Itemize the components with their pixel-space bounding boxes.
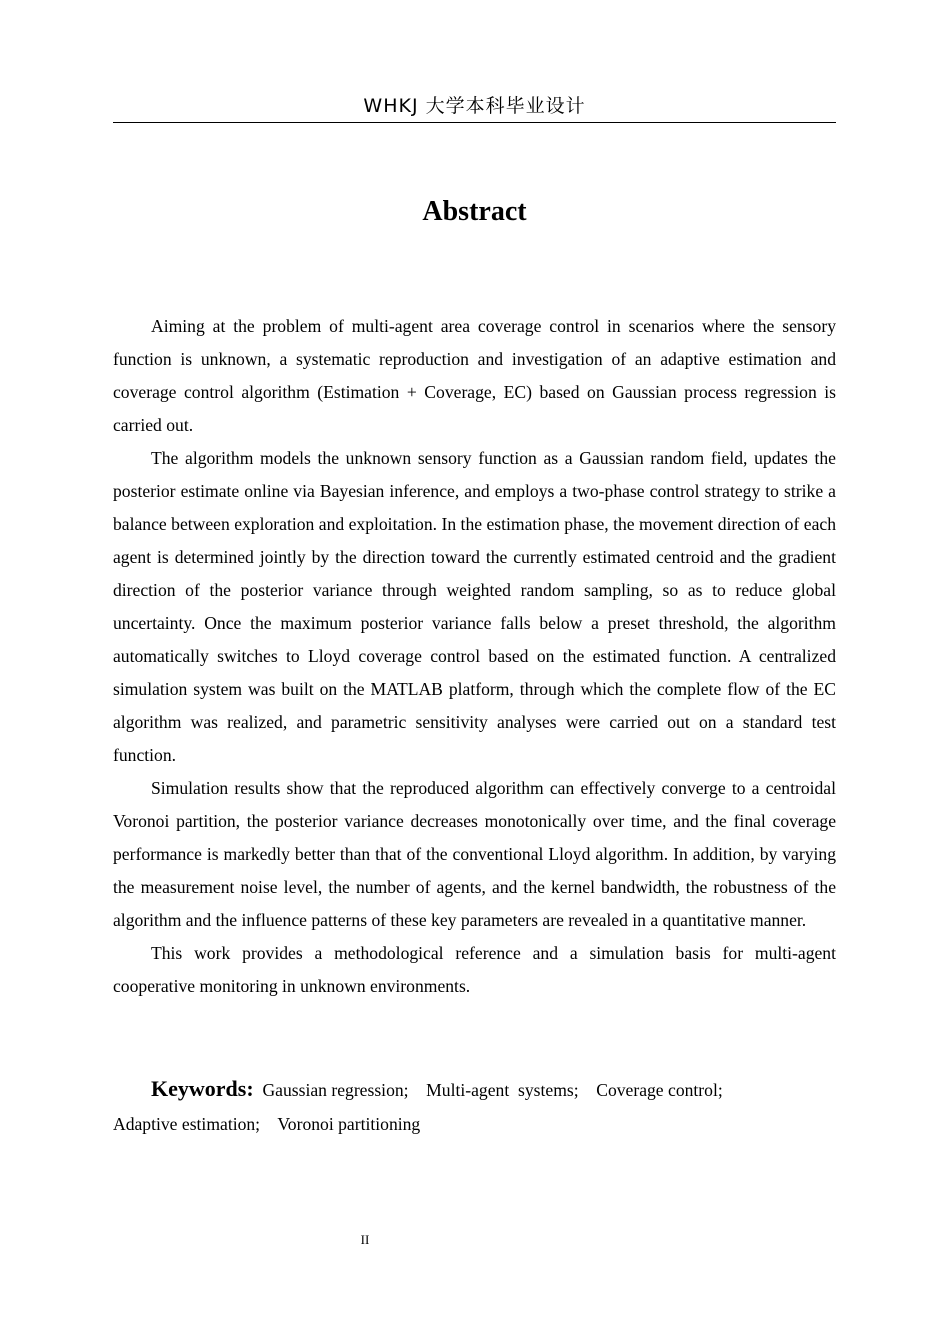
keywords-label: Keywords: xyxy=(151,1076,254,1101)
keyword-item: Voronoi partitioning xyxy=(277,1114,421,1134)
header-text: WHKJ 大学本科毕业设计 xyxy=(363,95,586,117)
page-number: II xyxy=(360,1232,370,1247)
abstract-paragraph-3: Simulation results show that the reproduced algorithm can effectively converge to a centroidal Voronoi partition, the posterior variance decreases monotonically over time, and the final coverage performance is markedly better than that of the conventional Lloyd algorithm. In addition, by varying the measurement noise level, the number of agents, and the kernel bandwidth, the robustness of the algorithm and the influence patterns of these key parameters are revealed in a quantitative manner. xyxy=(113,778,836,930)
keyword-item: Gaussian regression; xyxy=(262,1080,409,1100)
keywords-section xyxy=(113,1072,836,1141)
abstract-paragraph-1: Aiming at the problem of multi-agent area coverage control in scenarios where the sensory function is unknown, a systematic reproduction and investigation of an adaptive estimation and coverage control algorithm (Estimation + Coverage, EC) based on Gaussian process regression is carried out. xyxy=(113,316,836,435)
abstract-body xyxy=(113,310,836,1003)
page-title: Abstract xyxy=(422,196,527,227)
abstract-paragraph-4: This work provides a methodological reference and a simulation basis for multi-agent cooperative monitoring in unknown environments. xyxy=(113,943,836,996)
keyword-item: Coverage control; xyxy=(596,1080,723,1100)
abstract-paragraph-2: The algorithm models the unknown sensory function as a Gaussian random field, updates the posterior estimate online via Bayesian inference, and employs a two-phase control strategy to strike a balance between exploration and exploitation. In the estimation phase, the movement direction of each agent is determined jointly by the direction toward the currently estimated centroid and the gradient direction of the posterior variance through weighted random sampling, so as to reduce global uncertainty. Once the maximum posterior variance falls below a preset threshold, the algorithm automatically switches to Lloyd coverage control based on the estimated function. A centralized simulation system was built on the MATLAB platform, through which the complete flow of the EC algorithm was realized, and parametric sensitivity analyses were carried out on a standard test function. xyxy=(113,448,836,765)
keyword-item: Adaptive estimation; xyxy=(113,1114,261,1134)
keyword-item: Multi-agent systems; xyxy=(426,1080,579,1100)
page-header xyxy=(113,92,836,123)
